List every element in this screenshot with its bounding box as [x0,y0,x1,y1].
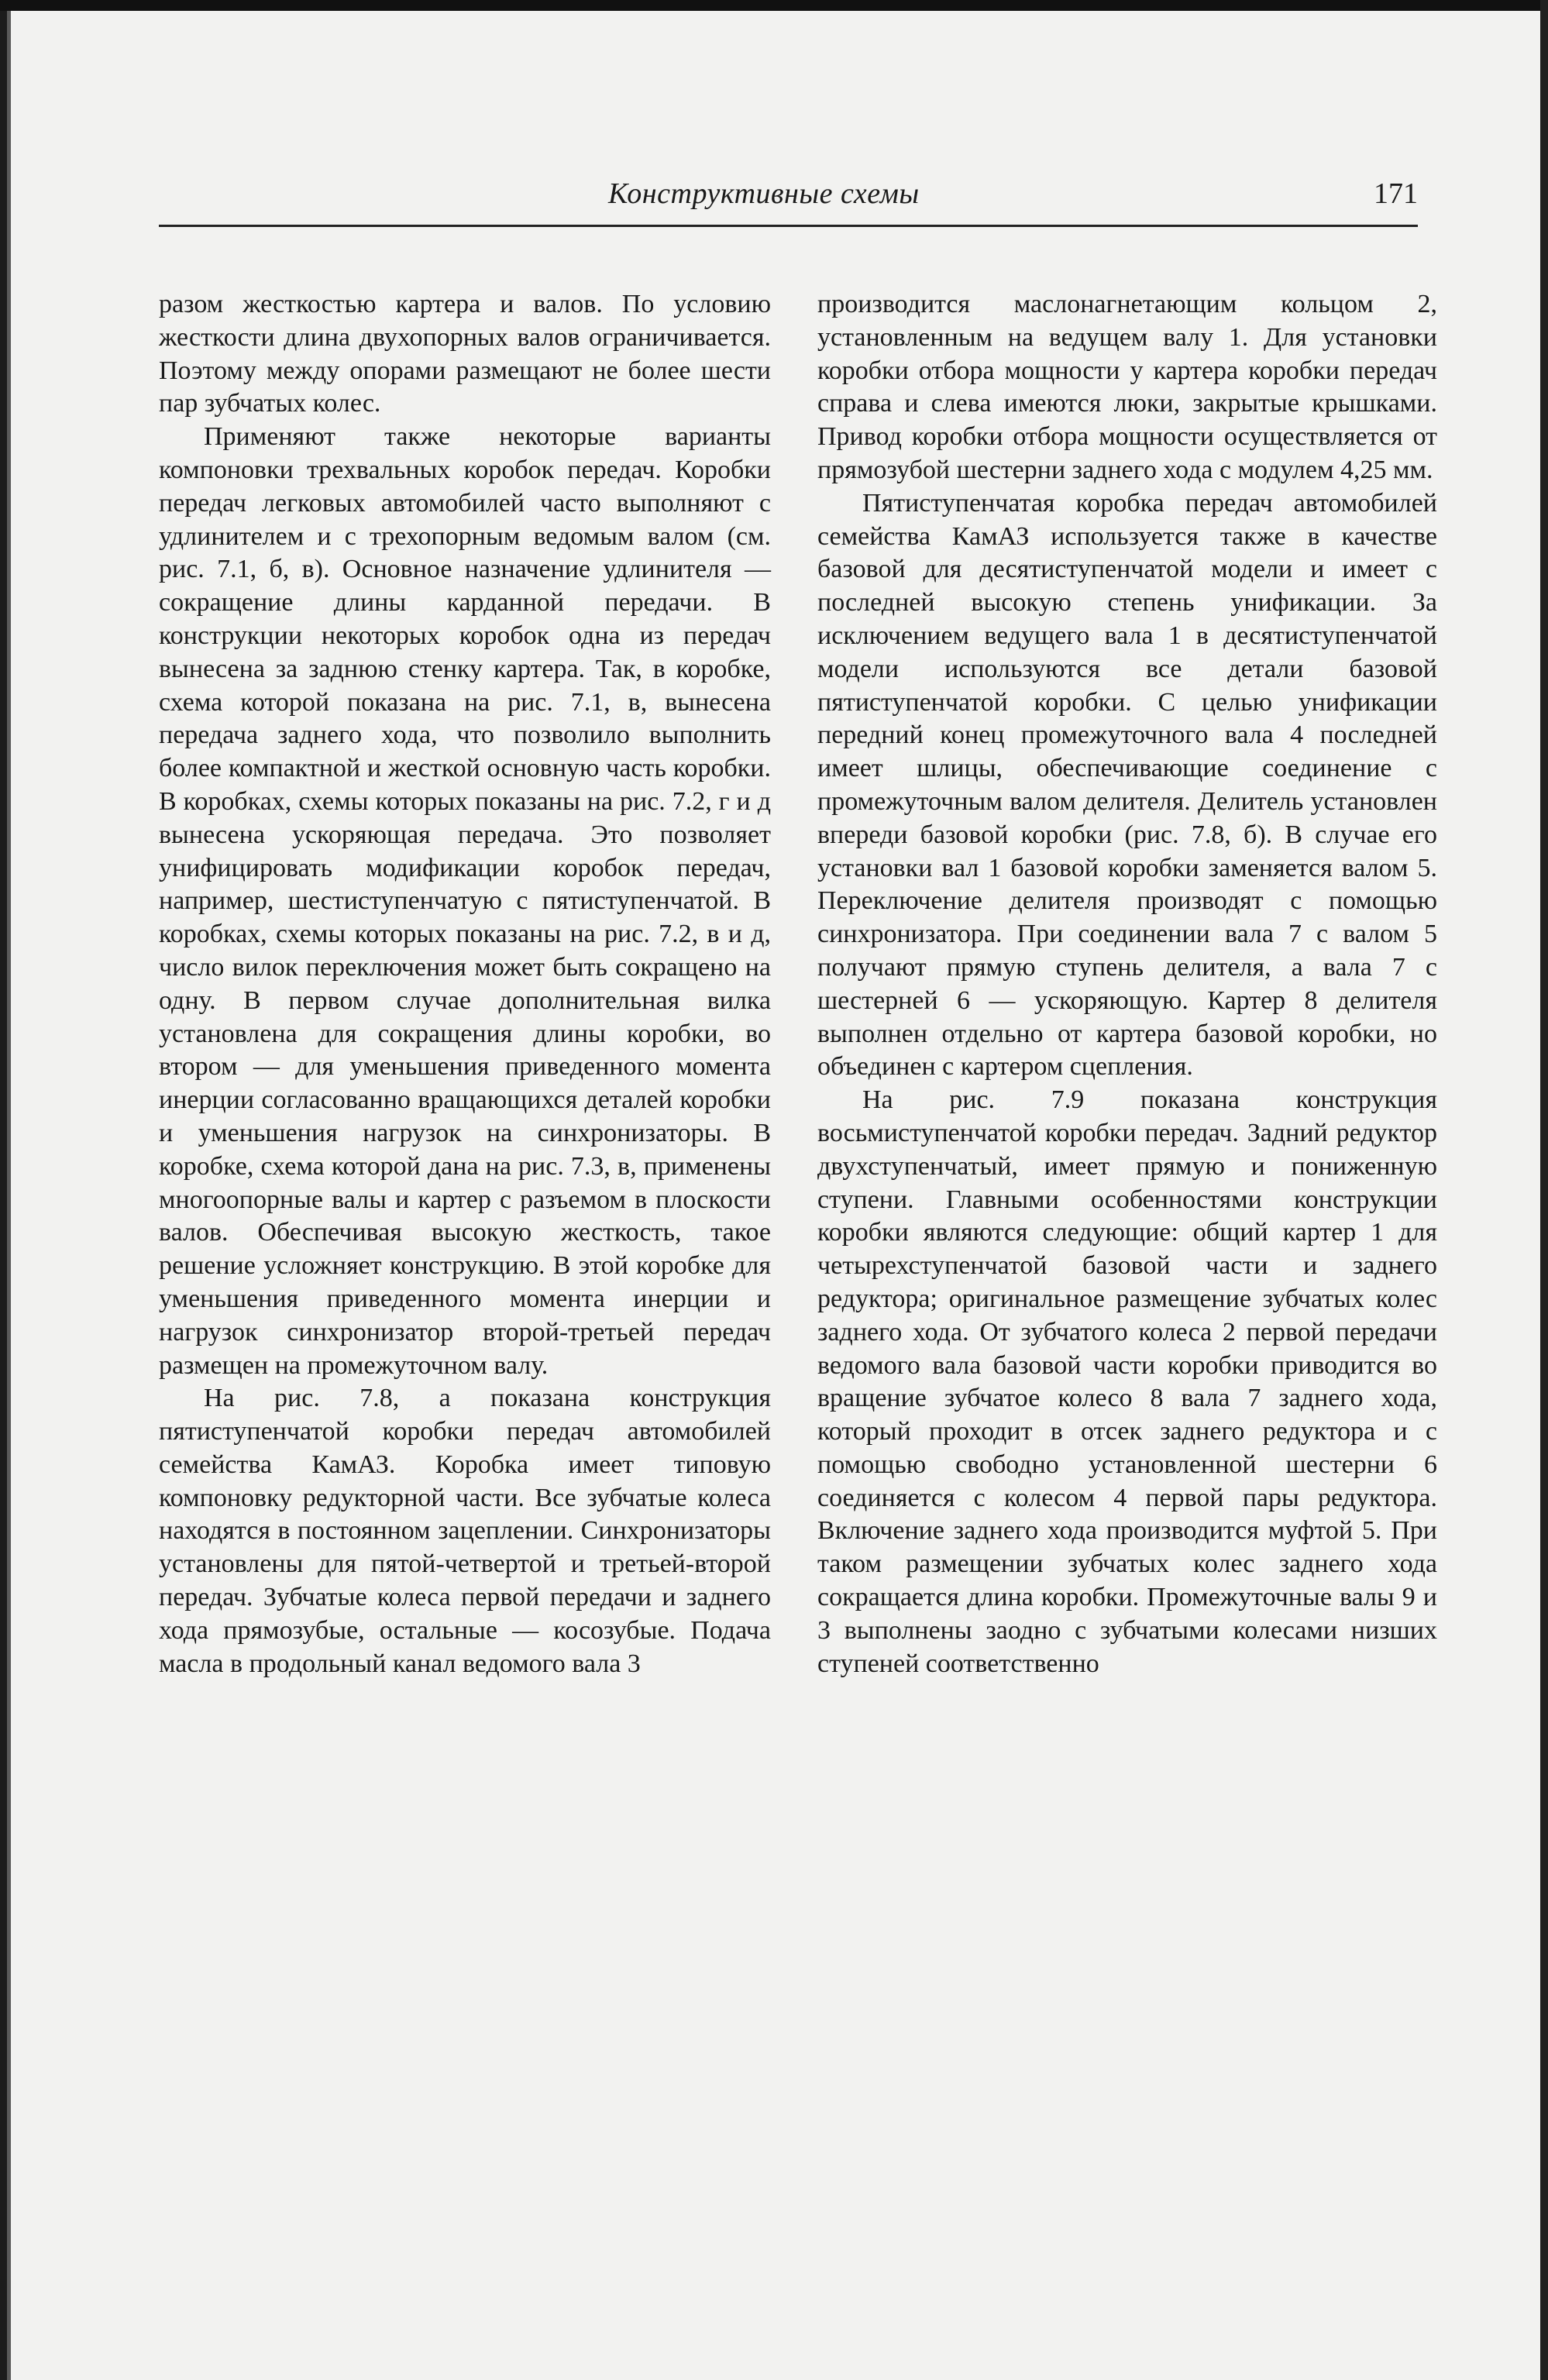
paragraph: Применяют также некоторые варианты компоновки трехвальных коробок передач. Коробки передач легковых автомобилей часто выполняют с удлинителем и с трехопорным ведомым валом (см. рис. 7.1, б, в). Основное назначение удлинителя — сокращение длины карданной передачи. В конструкции некоторых коробок одна из передач вынесена за заднюю стенку картера. Так, в коробке, схема которой показана на рис. 7.1, в, вынесена передача заднего хода, что позволило выполнить более компактной и жесткой основную часть коробки. В коробках, схемы которых показаны на рис. 7.2, г и д вынесена ускоряющая передача. Это позволяет унифицировать модификации коробок передач, например, шестиступенчатую с пятиступенчатой. В коробках, схемы которых показаны на рис. 7.2, в и д, число вилок переключения может быть сокращено на одну. В первом случае дополнительная вилка установлена для сокращения длины коробки, во втором — для уменьшения приведенного момента инерции согласованно вращающихся деталей коробки и уменьшения нагрузок на синхронизаторы. В коробке, схема которой дана на рис. 7.3, в, применены многоопорные валы и картер с разъемом в плоскости валов. Обеспечивая высокую жесткость, такое решение усложняет конструкцию. В этой коробке для уменьшения приведенного момента инерции и нагрузок синхронизатор второй-третьей передач размещен на промежуточном валу. [159,422,771,1380]
scan-border-left [0,11,7,2380]
left-column [159,288,771,1680]
paragraph: производится маслонагнетающим кольцом 2, установленным на ведущем валу 1. Для установки коробки отбора мощности у картера коробки передач справа и слева имеются люки, закрытые крышками. Привод коробки отбора мощности осуществляется от прямозубой шестерни заднего хода с модулем 4,25 мм. [817,290,1437,484]
page-header [159,155,1418,227]
scan-border-left-shadow [7,11,11,2380]
right-column [817,288,1437,1680]
running-title: Конструктивные схемы [608,177,920,210]
paragraph: На рис. 7.9 показана конструкция восьмиступенчатой коробки передач. Задний редуктор двухступенчатый, имеет прямую и пониженную ступени. Главными особенностями конструкции коробки являются следующие: общий картер 1 для четырехступенчатой базовой части и заднего редуктора; оригинальное размещение зубчатых колес заднего хода. От зубчатого колеса 2 первой передачи ведомого вала базовой части коробки приводится во вращение зубчатое колесо 8 вала 7 заднего хода, который проходит в отсек заднего редуктора и с помощью свободно установленной шестерни 6 соединяется с колесом 4 первой пары редуктора. Включение заднего хода производится муфтой 5. При таком размещении зубчатых колес заднего хода сокращается длина коробки. Промежуточные валы 9 и 3 выполнены заодно с зубчатыми колесами низших ступеней соответственно [817,1085,1437,1678]
paragraph: На рис. 7.8, а показана конструкция пятиступенчатой коробки передач автомобилей семейства КамАЗ. Коробка имеет типовую компоновку редукторной части. Все зубчатые колеса находятся в постоянном зацеплении. Синхронизаторы установлены для пятой-четвертой и третьей-второй передач. Зубчатые колеса первой передачи и заднего хода прямозубые, остальные — косозубые. Подача масла в продольный канал ведомого вала 3 [159,1384,771,1678]
scan-border-top [0,0,1548,11]
page-number: 171 [1374,177,1418,210]
paragraph: разом жесткостью картера и валов. По условию жесткости длина двухопорных валов ограничивается. Поэтому между опорами размещают не более шести пар зубчатых колес. [159,290,771,418]
scan-border-right [1540,0,1548,2380]
paragraph: Пятиступенчатая коробка передач автомобилей семейства КамАЗ используется также в качестве базовой для десятиступенчатой модели и имеет с последней высокую степень унификации. За исключением ведущего вала 1 в десятиступенчатой модели используются все детали базовой пятиступенчатой коробки. С целью унификации передний конец промежуточного вала 4 последней имеет шлицы, обеспечивающие соединение с промежуточным валом делителя. Делитель установлен впереди базовой коробки (рис. 7.8, б). В случае его установки вал 1 базовой коробки заменяется валом 5. Переключение делителя производят с помощью синхронизатора. При соединении вала 7 с валом 5 получают прямую ступень делителя, а вала 7 с шестерней 6 — ускоряющую. Картер 8 делителя выполнен отдельно от картера базовой коробки, но объединен с картером сцепления. [817,488,1437,1082]
